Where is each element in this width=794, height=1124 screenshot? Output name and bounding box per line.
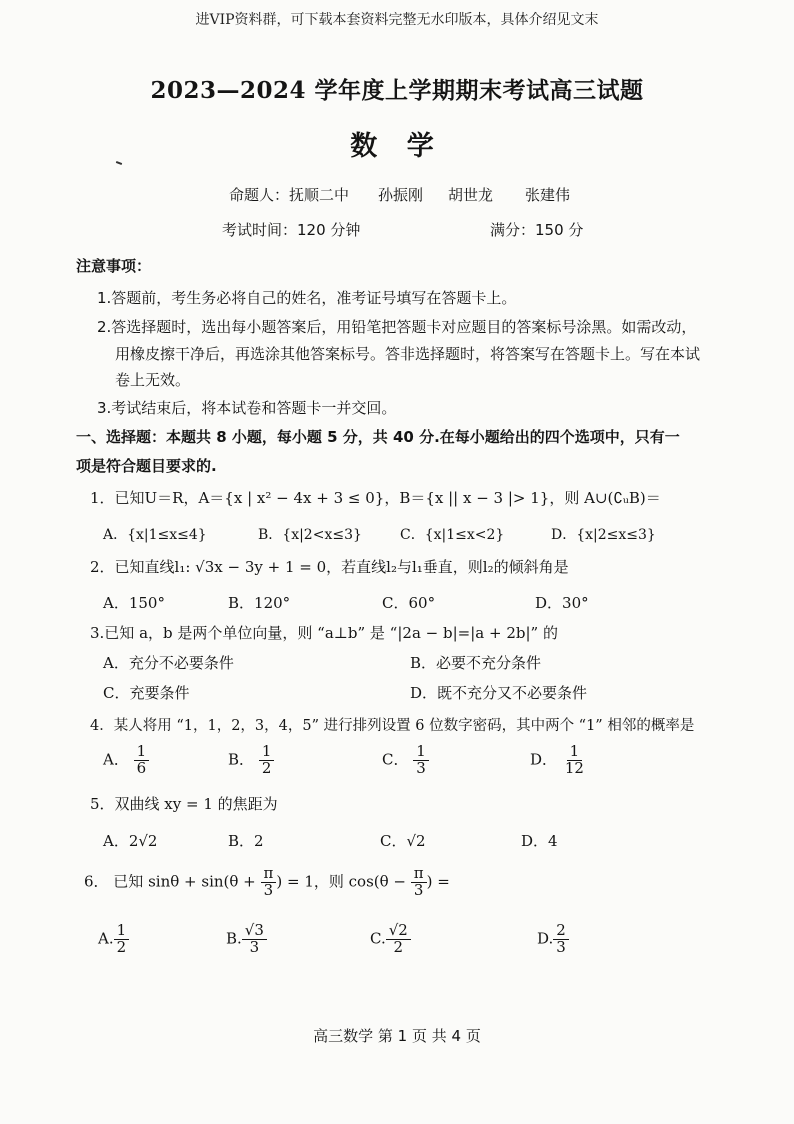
fraction-denominator: 2: [116, 937, 127, 956]
option-label: B.: [226, 929, 242, 948]
q3-option-d: D．既不充分又不必要条件: [410, 684, 588, 702]
fraction: [114, 923, 130, 956]
q3-option-a: A．充分不必要条件: [103, 654, 234, 672]
author-name: 孙振刚: [378, 186, 424, 204]
notice-line: 2.答选择题时，选出每小题答案后，用铅笔把答题卡对应题目的答案标号涂黑。如需改动，: [97, 318, 697, 336]
fraction-numerator: 2: [553, 923, 569, 940]
fraction-numerator: π: [261, 866, 277, 883]
fraction: [553, 923, 569, 956]
q3-option-c: C．充要条件: [103, 684, 190, 702]
section-heading-cont: 项是符合题目要求的.: [76, 457, 217, 475]
question-1-stem: 1．已知U＝R，A＝{x | x² − 4x + 3 ≤ 0}，B＝{x || x − 3 |> 1}，则 A∪(∁ᵤB)＝: [90, 489, 661, 507]
q6-option-d: [537, 923, 569, 956]
fraction: [386, 923, 411, 956]
q4-option-d: [530, 744, 587, 777]
fraction: [562, 744, 587, 777]
option-label: C．: [382, 750, 409, 769]
fraction: [413, 744, 429, 777]
q5-option-b: B．2: [228, 832, 264, 850]
fraction: [242, 923, 267, 956]
q2-option-a: A．150°: [103, 594, 165, 612]
fraction-denominator: 2: [393, 937, 404, 956]
fraction-numerator: 1: [134, 744, 150, 761]
fraction-denominator: 3: [413, 880, 424, 899]
notice-line: 用橡皮擦干净后，再选涂其他答案标号。答非选择题时，将答案写在答题卡上。写在本试: [115, 345, 701, 363]
q1-option-b: B．{x|2<x≤3}: [258, 527, 362, 543]
fraction: [261, 866, 277, 899]
option-label: D．: [530, 750, 558, 769]
question-5-stem: 5．双曲线 xy = 1 的焦距为: [90, 795, 278, 813]
q6-option-c: [370, 923, 411, 956]
author-name: 张建伟: [525, 186, 571, 204]
q6-option-a: [98, 923, 129, 956]
notice-line: 3.考试结束后，将本试卷和答题卡一并交回。: [97, 399, 397, 417]
q1-option-a: A．{x|1≤x≤4}: [103, 527, 207, 543]
question-2-stem: 2．已知直线l₁: √3x − 3y + 1 = 0，若直线l₂与l₁垂直，则l₂的倾斜角是: [90, 558, 569, 576]
option-label: A．: [103, 750, 129, 769]
notice-line: 1.答题前，考生务必将自己的姓名，准考证号填写在答题卡上。: [97, 289, 517, 307]
authors-label: 命题人：抚顺二中: [229, 186, 350, 204]
fraction-numerator: 1: [114, 923, 130, 940]
q1-option-d: D．{x|2≤x≤3}: [551, 527, 656, 543]
question-4-stem: 4．某人将用 “1，1，2，3，4，5” 进行排列设置 6 位数字密码，其中两个 “1” 相邻的概率是: [90, 718, 695, 734]
section-heading: 一、选择题：本题共 8 小题，每小题 5 分，共 40 分.在每小题给出的四个选项中，只有一: [76, 428, 680, 446]
q1-option-c: C．{x|1≤x<2}: [400, 527, 505, 543]
exam-title: 2023—2024 学年度上学期期末考试高三试题: [150, 77, 644, 104]
page-footer: 高三数学 第 1 页 共 4 页: [313, 1027, 481, 1045]
fraction: [411, 866, 427, 899]
author-name: 胡世龙: [448, 186, 494, 204]
q6-option-b: [226, 923, 267, 956]
subject-heading: 数 学: [350, 131, 444, 162]
q5-option-d: D．4: [521, 832, 558, 850]
fraction-numerator: π: [411, 866, 427, 883]
q2-option-c: C．60°: [382, 594, 436, 612]
fraction-numerator: 1: [413, 744, 429, 761]
fraction: [259, 744, 275, 777]
q4-option-c: [382, 744, 429, 777]
fraction: [134, 744, 150, 777]
stem-part: 6． 已知 sinθ + sin(θ +: [84, 872, 261, 891]
question-3-stem: 3.已知 a，b 是两个单位向量，则 “a⊥b” 是 “|2a − b|=|a + 2b|” 的: [90, 624, 558, 642]
option-label: D.: [537, 929, 554, 948]
fraction-numerator: 1: [259, 744, 275, 761]
fraction-numerator: 1: [567, 744, 583, 761]
fraction-denominator: 3: [416, 758, 426, 777]
fraction-numerator: √3: [242, 923, 267, 940]
q5-option-c: C．√2: [380, 832, 426, 850]
q2-option-d: D．30°: [535, 594, 589, 612]
stem-part: ) = 1，则 cos(θ −: [276, 872, 411, 891]
full-score: 满分：150 分: [490, 221, 584, 239]
notice-line: 卷上无效。: [115, 371, 191, 389]
q2-option-b: B．120°: [228, 594, 291, 612]
fraction-numerator: √2: [386, 923, 411, 940]
q5-option-a: A．2√2: [103, 832, 158, 850]
option-label: C.: [370, 929, 386, 948]
fraction-denominator: 6: [136, 758, 147, 777]
option-label: B．: [228, 750, 255, 769]
q4-option-a: [103, 744, 149, 777]
option-label: A.: [98, 929, 114, 948]
q4-option-b: [228, 744, 274, 777]
fraction-denominator: 3: [263, 880, 274, 899]
fraction-denominator: 3: [556, 937, 566, 956]
question-6-stem: [84, 866, 450, 899]
fraction-denominator: 12: [564, 758, 584, 777]
fraction-denominator: 2: [261, 758, 272, 777]
q3-option-b: B．必要不充分条件: [410, 654, 542, 672]
exam-time: 考试时间：120 分钟: [222, 221, 361, 239]
fraction-denominator: 3: [249, 937, 260, 956]
notice-heading: 注意事项：: [76, 257, 152, 275]
watermark-banner: 进VIP资料群，可下载本套资料完整无水印版本，具体介绍见文末: [195, 12, 599, 28]
stem-part: ) =: [426, 872, 450, 891]
